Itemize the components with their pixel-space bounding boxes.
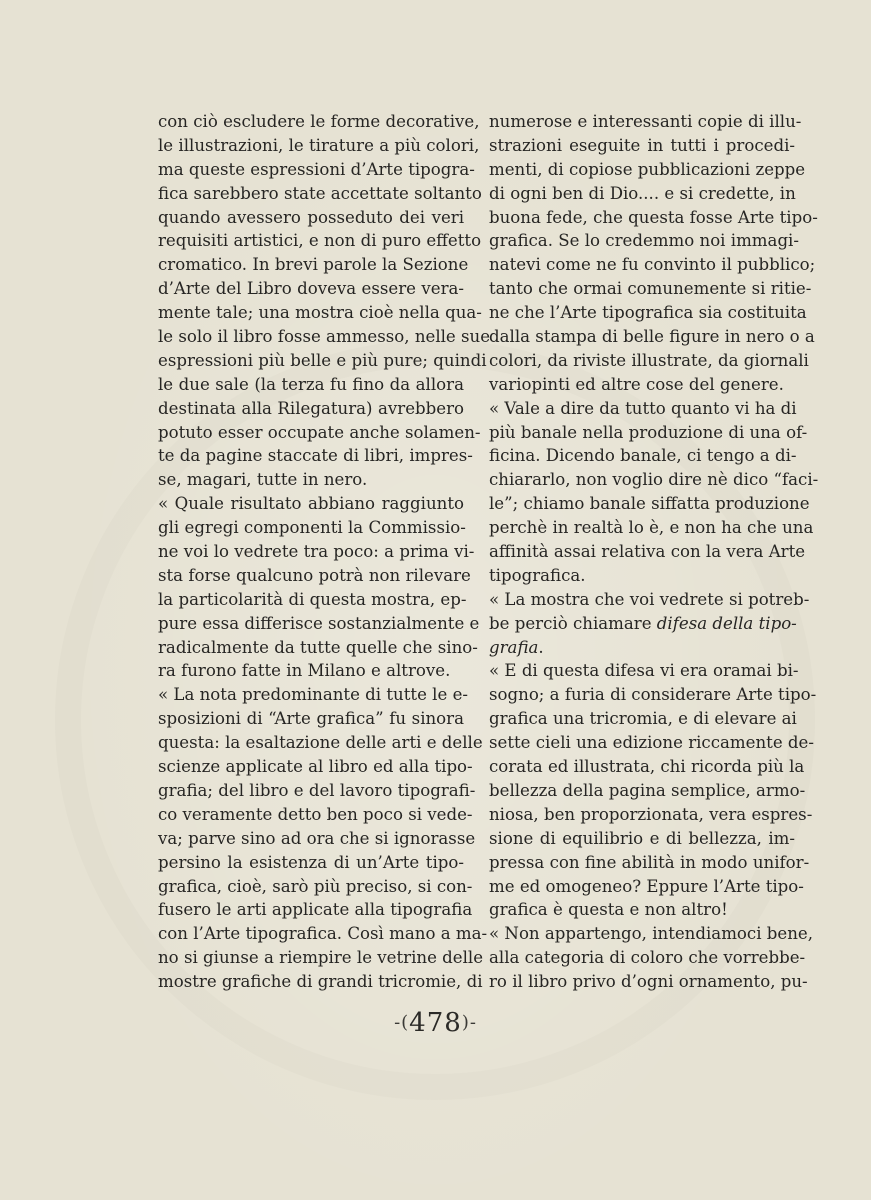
text-line-content: fusero le arti applicate alla tipografia xyxy=(158,900,473,920)
text-line xyxy=(489,516,814,540)
text-line xyxy=(489,229,799,253)
text-line xyxy=(158,492,464,516)
text-line-content: destinata alla Rilegatura) avrebbero xyxy=(158,398,464,418)
text-line-content: mente tale; una mostra cioè nella qua- xyxy=(158,303,482,323)
text-line-content: ficina. Dicendo banale, ci tengo a di- xyxy=(489,446,797,466)
text-line xyxy=(489,301,807,325)
text-line-content: ne voi lo vedrete tra poco: a prima vi- xyxy=(158,542,475,562)
text-line-content: chiararlo, non voglio dire nè dico “faci- xyxy=(489,470,819,490)
text-line-content: « La nota predominante di tutte le e- xyxy=(158,685,469,705)
text-line xyxy=(489,206,818,230)
text-line xyxy=(489,397,795,421)
text-line xyxy=(489,683,817,707)
text-line-content: sione di equilibrio e di bellezza, im- xyxy=(489,828,795,848)
page-number-right-ornament: )- xyxy=(461,1012,477,1033)
text-line xyxy=(489,707,795,731)
italic-text: difesa della tipo- xyxy=(656,613,797,633)
text-line xyxy=(489,612,795,636)
left-text-column xyxy=(158,110,491,994)
text-line xyxy=(158,206,464,230)
text-line xyxy=(158,922,488,946)
text-line xyxy=(489,110,802,134)
text-line xyxy=(158,516,464,540)
text-line-content: con ciò escludere le forme decorative, xyxy=(158,112,480,131)
text-line-content: « E di questa difesa vi era oramai bi- xyxy=(489,661,799,681)
text-line xyxy=(158,827,476,851)
text-line xyxy=(489,373,795,397)
text-line-content: la particolarità di questa mostra, ep- xyxy=(158,589,467,609)
text-line-content: affinità assai relativa con la vera Arte xyxy=(489,542,806,562)
text-line xyxy=(489,349,809,373)
text-line xyxy=(158,875,473,899)
text-line-content: questa: la esaltazione delle arti e delle xyxy=(158,733,483,753)
text-line xyxy=(489,946,806,970)
text-line-content: menti, di copiose pubblicazioni zeppe xyxy=(489,159,806,179)
text-line xyxy=(158,946,484,970)
text-line xyxy=(489,803,813,827)
text-line-content: quando avessero posseduto dei veri xyxy=(158,207,464,227)
text-line xyxy=(158,779,476,803)
page-number-value: 478 xyxy=(409,1008,462,1038)
text-line-content: grafia; del libro e del lavoro tipografi- xyxy=(158,780,476,800)
text-line xyxy=(489,277,812,301)
text-line-content: le”; chiamo banale siffatta produzione xyxy=(489,494,810,514)
text-line xyxy=(489,158,806,182)
text-line xyxy=(489,325,815,349)
text-line xyxy=(158,301,482,325)
text-line-content: dalla stampa di belle figure in nero o a xyxy=(489,327,815,347)
text-line xyxy=(158,158,475,182)
text-line xyxy=(158,229,482,253)
text-line xyxy=(489,779,806,803)
text-line-content: espressioni più belle e più pure; quindi xyxy=(158,350,487,370)
text-line-content: scienze applicate al libro ed alla tipo- xyxy=(158,757,473,777)
text-line-content: sta forse qualcuno potrà non rilevare xyxy=(158,565,471,585)
text-line xyxy=(489,468,819,492)
text-line xyxy=(489,659,799,683)
text-line-content: con l’Arte tipografica. Così mano a ma- xyxy=(158,924,488,944)
text-line-content: radicalmente da tutte quelle che sino- xyxy=(158,637,478,657)
text-line-content: grafica, cioè, sarò più preciso, si con- xyxy=(158,876,473,896)
text-line xyxy=(158,182,482,206)
text-line xyxy=(158,397,464,421)
text-line-content: grafica. Se lo credemmo noi immagi- xyxy=(489,231,799,251)
text-line-content: ra furono fatte in Milano e altrove. xyxy=(158,661,451,681)
text-line-content: tipografica. xyxy=(489,565,586,585)
text-line xyxy=(489,540,806,564)
text-line-content: grafica una tricromia, e di elevare ai xyxy=(489,709,797,729)
text-line-content: te da pagine staccate di libri, impres- xyxy=(158,446,473,466)
text-line xyxy=(489,636,795,660)
text-line xyxy=(489,564,795,588)
text-line xyxy=(158,707,464,731)
text-line-content: ma queste espressioni d’Arte tipogra- xyxy=(158,159,475,179)
text-line xyxy=(158,683,469,707)
text-line-content: buona fede, che questa fosse Arte tipo- xyxy=(489,207,818,227)
text-line xyxy=(489,444,795,468)
text-line xyxy=(158,755,473,779)
text-line-content: colori, da riviste illustrate, da giornali xyxy=(489,350,809,370)
text-line-content: sogno; a furia di considerare Arte tipo- xyxy=(489,685,817,705)
text-line-content: no si giunse a riempire le vetrine delle xyxy=(158,948,484,968)
text-line xyxy=(489,731,814,755)
text-line-content: tanto che ormai comunemente si ritie- xyxy=(489,279,812,299)
text-line-content: potuto esser occupate anche solamen- xyxy=(158,422,481,442)
text-line xyxy=(158,564,471,588)
text-line xyxy=(158,851,464,875)
text-line xyxy=(158,373,464,397)
text-line xyxy=(158,325,491,349)
text-line xyxy=(158,803,473,827)
text-line xyxy=(489,898,795,922)
text-line xyxy=(489,875,804,899)
text-line xyxy=(158,898,473,922)
text-line-content: più banale nella produzione di una of- xyxy=(489,422,808,442)
text-line-content: d’Arte del Libro doveva essere vera- xyxy=(158,279,464,299)
text-line-content: strazioni eseguite in tutti i procedi- xyxy=(489,135,795,155)
text-line-content: co veramente detto ben poco si vede- xyxy=(158,804,473,824)
right-text-column xyxy=(489,110,819,994)
text-line xyxy=(489,851,810,875)
text-line xyxy=(158,468,464,492)
text-line-content: pure essa differisce sostanzialmente e xyxy=(158,613,480,633)
text-line-content: me ed omogeneo? Eppure l’Arte tipo- xyxy=(489,876,804,896)
page-number xyxy=(0,1008,871,1038)
text-line-content: le due sale (la terza fu fino da allora xyxy=(158,374,464,394)
text-line-content: corata ed illustrata, chi ricorda più la xyxy=(489,757,805,777)
text-line xyxy=(158,970,483,994)
text-line xyxy=(489,827,795,851)
text-line-content: numerose e interessanti copie di illu- xyxy=(489,112,802,131)
text-line-content: di ogni ben di Dio.... e si credette, in xyxy=(489,183,796,203)
text-line xyxy=(489,134,795,158)
text-line-content: « Vale a dire da tutto quanto vi ha di xyxy=(489,398,797,418)
text-line xyxy=(489,421,808,445)
text-line-content: va; parve sino ad ora che si ignorasse xyxy=(158,828,476,848)
text-line-content: se, magari, tutte in nero. xyxy=(158,470,368,490)
italic-text: grafia xyxy=(489,637,539,657)
text-line-content: grafica è questa e non altro! xyxy=(489,900,728,920)
text-line-content: variopinti ed altre cose del genere. xyxy=(489,374,784,394)
text-line-content: « Non appartengo, intendiamoci bene, xyxy=(489,924,814,944)
text-line-content: fica sarebbero state accettate soltanto xyxy=(158,183,482,203)
text-line xyxy=(158,636,478,660)
text-line xyxy=(158,540,475,564)
text-line xyxy=(158,277,464,301)
text-line-content: ro il libro privo d’ogni ornamento, pu- xyxy=(489,972,808,992)
text-line xyxy=(489,492,810,516)
text-line xyxy=(158,349,487,373)
text-line-content: le solo il libro fosse ammesso, nelle sue xyxy=(158,327,491,347)
text-line-content: sposizioni di “Arte grafica” fu sinora xyxy=(158,709,464,729)
text-line-content: cromatico. In brevi parole la Sezione xyxy=(158,255,469,275)
text-line xyxy=(158,588,467,612)
text-line xyxy=(158,421,481,445)
text-line xyxy=(489,253,816,277)
text-line xyxy=(158,253,469,277)
text-line-content: « Quale risultato abbiano raggiunto xyxy=(158,494,464,514)
text-line xyxy=(158,134,480,158)
text-line-content: niosa, ben proporzionata, vera espres- xyxy=(489,804,813,824)
text-line xyxy=(158,444,473,468)
text-line xyxy=(489,970,808,994)
text-line-content: persino la esistenza di un’Arte tipo- xyxy=(158,852,464,872)
text-line xyxy=(489,922,814,946)
text-line xyxy=(158,659,464,683)
text-line-tail: . xyxy=(538,637,544,657)
text-line-content: perchè in realtà lo è, e non ha che una xyxy=(489,518,814,538)
text-line-content: le illustrazioni, le tirature a più colori, xyxy=(158,135,480,155)
text-line-content: gli egregi componenti la Commissio- xyxy=(158,518,466,538)
text-line xyxy=(158,731,483,755)
text-line-content: alla categoria di coloro che vorrebbe- xyxy=(489,948,806,968)
text-line-content: mostre grafiche di grandi tricromie, di xyxy=(158,972,483,992)
text-line-content: be perciò chiamare xyxy=(489,613,657,633)
text-line xyxy=(158,612,480,636)
text-line-content: sette cieli una edizione riccamente de- xyxy=(489,733,814,753)
text-line-content: pressa con fine abilità in modo unifor- xyxy=(489,852,810,872)
text-line-content: bellezza della pagina semplice, armo- xyxy=(489,780,806,800)
text-line xyxy=(158,110,480,134)
text-line-content: ne che l’Arte tipografica sia costituita xyxy=(489,303,807,323)
text-line-content: natevi come ne fu convinto il pubblico; xyxy=(489,255,816,275)
text-line-content: « La mostra che voi vedrete si potreb- xyxy=(489,589,810,609)
text-line xyxy=(489,588,810,612)
text-line xyxy=(489,755,805,779)
text-line-content: requisiti artistici, e non di puro effetto xyxy=(158,231,482,251)
page-number-left-ornament: -( xyxy=(394,1012,410,1033)
text-line xyxy=(489,182,795,206)
